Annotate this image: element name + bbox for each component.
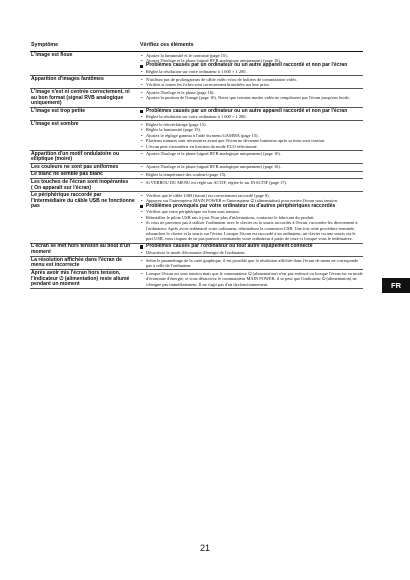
symptom-text: L'image est floue (31, 51, 73, 58)
symptom-cell (30, 270, 137, 288)
header-symptom: Symptôme (31, 42, 59, 48)
page-number: 21 (199, 543, 210, 553)
check-cell (137, 89, 363, 107)
symptom-text: La résolution affichée dans l'écran de menu est incorrecte (31, 256, 122, 269)
check-item: • Vérifiez que votre périphérique est bien sous tension. (140, 209, 363, 214)
symptom-cell (30, 121, 137, 149)
table-row (30, 270, 363, 289)
check-cell (137, 172, 363, 179)
check-cell (137, 270, 363, 288)
check-item: • Ajustez l'horloge et la phase (page 16). (140, 90, 363, 95)
table-row (30, 89, 363, 108)
symptom-cell (30, 164, 137, 171)
symptom-cell (30, 192, 137, 242)
check-cell (137, 192, 363, 242)
table-row (30, 108, 363, 121)
check-item: • Réglez la luminosité (page 15). (140, 127, 363, 132)
symptom-cell (30, 108, 137, 120)
check-cell (137, 108, 363, 120)
check-item: • Réglez le rétroéclairage (page 15). (140, 122, 363, 127)
check-item: • Plusieurs minutes sont nécessaires avant que l'écran ne devienne lumineux après sa mise sous tension. (140, 138, 363, 143)
check-cell (137, 52, 363, 75)
language-tab: FR (382, 278, 410, 293)
check-cell (137, 76, 363, 88)
check-cell (137, 179, 363, 191)
check-item: • Ajustez le réglage gamma à l'aide du menu GAMMA (page 15). (140, 133, 363, 138)
table-row (30, 52, 363, 76)
troubleshooting-table (30, 41, 363, 289)
symptom-text: Le périphérique raccordé par l'intermédiaire du câble USB ne fonctionne pas (31, 192, 135, 210)
table-row (30, 179, 363, 192)
check-cell (137, 244, 363, 256)
check-cell (137, 257, 363, 269)
cause-heading: Problèmes provoqués par votre ordinateur ou d'autres périphériques raccordés (140, 204, 363, 210)
symptom-text: Le blanc ne semble pas blanc (31, 171, 103, 178)
symptom-cell (30, 172, 137, 179)
symptom-text: L'image est sombre (31, 121, 79, 128)
symptom-cell (30, 151, 137, 163)
check-item: • Ajustez la position de l'image (page 16). Notez que certains modes vidéo ne remplissent pas l'écran jusqu'aux bords. (140, 95, 363, 100)
check-item: • Réglez la température des couleurs (page 15). (140, 172, 363, 177)
symptom-cell (30, 244, 137, 256)
check-item: • Ajustez l'horloge et la phase (signal RVB analogique uniquement) (page 16). (140, 151, 363, 156)
check-item: • Si VERROU DU MENU est réglé sur ACTIF, réglez-le sur INACTIF (page 17). (140, 180, 363, 185)
check-item: • Ajustez l'horloge et la phase (signal RVB analogique uniquement) (page 16). (140, 164, 363, 169)
check-item: • Selon le paramétrage de la carte graphique, il est possible que la résolution affichée dans l'écran de menu ne corresponde pas à celle de l'ordinateur. (140, 258, 363, 269)
table-row (30, 257, 363, 270)
symptom-subtext: ( On apparaît sur l'écran) (31, 184, 92, 191)
check-cell (137, 151, 363, 163)
check-item: • Vérifiez que le câble USB (fourni) est correctement raccordé (page 8). (140, 193, 363, 198)
check-item: • Appuyez sur l'interrupteur MAIN POWER et l'interrupteur ⏻ (alimentation) pour mettre l'écran sous tension. (140, 198, 363, 203)
table-row (30, 121, 363, 150)
check-item: • Réglez la résolution sur votre ordinateur à 1 600 × 1 200. (140, 69, 363, 74)
symptom-cell (30, 257, 137, 269)
check-item: • Réinstallez le pilote USB mis à jour. Pour plus d'informations, contactez le fabricant du produit. (140, 215, 363, 220)
symptom-text: Après avoir mis l'écran hors tension, l'indicateur ⏻ (alimentation) reste allumé pendant un moment (31, 269, 130, 288)
check-item: • L'écran peut s'assombrir en fonction du mode ECO sélectionné. (140, 144, 363, 149)
symptom-cell (30, 76, 137, 88)
symptom-text: L'écran se met hors tension au bout d'un moment (31, 243, 131, 255)
check-item: • Si vous ne parvenez pas à utiliser l'ordinateur avec le clavier ou la souris raccordés à l'écran, raccordez-les directement à l'ordinateur. Après avoir redémarré votre ordinateur, réinitialisez la connexion USB. Une fois cette procédure terminée, rebranchez le clavier et la souris sur l'écran. Lorsque l'écran est raccordé à un ordinateur, un clavier ou une souris via le port USB, vous risquez de ne pas pouvoir commander votre ordinateur à partir de ceux-ci lorsque vous le redémarrez. (140, 220, 363, 242)
symptom-text: L'image est trop petite (31, 107, 86, 114)
symptom-text: L'image n'est ni centrée correctement, ni au bon format (signal RVB analogique uniquement) (31, 89, 130, 107)
symptom-cell (30, 52, 137, 75)
table-row (30, 192, 363, 243)
table-row (30, 76, 363, 89)
check-item: • Lorsque l'écran est sous tension mais que le commutateur ⏻ (alimentation) n'est pas enfoncé ou lorsque l'écran est en mode d'économie d'énergie, si vous désactivez le commutateur MAIN POWER, il se peut que l'indicateur ⏻ (alimentation) ne s'éteigne pas immédiatement. Il ne s'agit pas d'un dysfonctionnement. (140, 271, 363, 287)
check-item: • Vérifiez si toutes les fiches sont correctement branchées sur leur prise. (140, 82, 363, 87)
symptom-text: Apparition d'un motif ondulatoire ou elliptique (moiré) (31, 150, 120, 163)
symptom-cell (30, 89, 137, 107)
cause-heading: Problèmes causés par l'ordinateur ou tout autre équipement connecté (140, 244, 363, 250)
cause-heading: Problèmes causés par un ordinateur ou un autre appareil raccordé et non par l'écran (140, 109, 363, 115)
check-item: • Désactivez le mode d'économie d'énergie de l'ordinateur. (140, 250, 363, 255)
check-cell (137, 164, 363, 171)
table-body (30, 52, 363, 289)
table-header (30, 41, 363, 52)
check-item: • Ajustez l'horloge et la phase (signal RVB analogique uniquement) (page 16). (140, 58, 363, 63)
check-item: • Ajustez la luminosité et le contraste (page 15). (140, 53, 363, 58)
header-check: Vérifiez ces éléments (140, 42, 194, 48)
symptom-text: Les couleurs ne sont pas uniformes (31, 163, 119, 170)
check-item: • Réglez la résolution sur votre ordinateur à 1 600 × 1 200. (140, 114, 363, 119)
table-row (30, 244, 363, 257)
check-item: • N'utilisez pas de prolongateurs de câble vidéo et/ou de boîtiers de commutation vidéo. (140, 77, 363, 82)
table-row (30, 151, 363, 164)
cause-heading: Problèmes causés par un ordinateur ou un autre appareil raccordé et non par l'écran (140, 63, 363, 69)
symptom-text: Les touches de l'écran sont inopérantes (31, 179, 129, 186)
symptom-cell (30, 179, 137, 191)
check-cell (137, 121, 363, 149)
symptom-text: Apparition d'images fantômes (31, 76, 104, 82)
